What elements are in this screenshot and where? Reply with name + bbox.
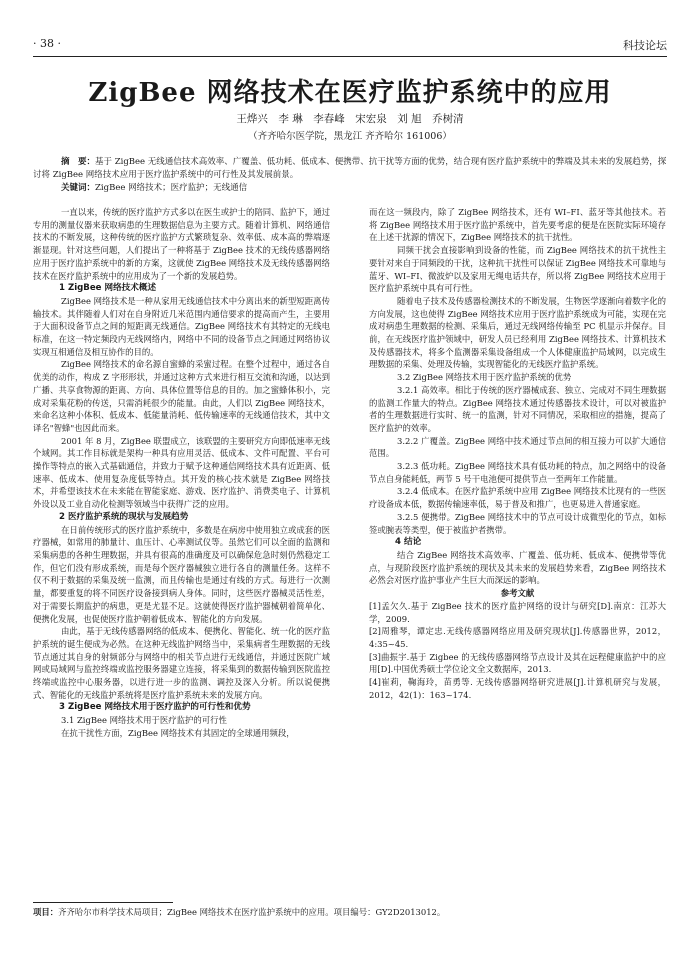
footnote-rule <box>33 902 173 903</box>
paragraph: ZigBee 网络技术的命名源自蜜蜂的采蜜过程。在整个过程中，通过各自优美的动作，构成 Z 字形形状，并通过这种方式来进行相互交流和沟通，以达到广播、共享食物源的距离、方向、具体位置等信息的目的。加之蜜蜂体积小，完成对采集花粉的传送，只需消耗很少的能量。由此，人们以 ZigBee 网络技术，来命名这种小体积、低成本、低能量消耗、低传输速率的无线通信技术，其中文译名"智蜂"也因此而来。 <box>33 359 330 433</box>
keywords <box>33 182 667 195</box>
author-list: 王烨兴 李 琳 李春峰 宋宏泉 刘 旭 乔树清 <box>236 113 464 125</box>
paragraph: ZigBee 网络技术是一种从家用无线通信技术中分离出来的新型短距离传输技术。其伴随着人们对在自身附近几米范围内通信要求的提高而产生，主要用于大面积设备节点之间的短距离无线通信。ZigBee 网络技术有其特定的无线电标准，在这一特定频段内无线网络内，网络中不同的设备节点之间通过网络协议实现互相通信及相互协作的目的。 <box>33 295 330 357</box>
section-heading: 4 结论 <box>395 537 422 548</box>
abstract-label: 摘 要： <box>61 157 96 167</box>
paragraph: 3.2.2 广覆盖。ZigBee 网络中技术通过节点间的相互接力可以扩大通信范围。 <box>369 435 666 459</box>
subsection-heading: 3.1 ZigBee 网络技术用于医疗监护的可行性 <box>61 715 227 726</box>
paragraph: 3.2.1 高效率。相比于传统的医疗器械成套、独立、完成对不同生理数据的监测工作量大的特点。ZigBee 网络技术通过传感器技术设计，可以对被监护者的生理数据进行实时、统一的监测，针对不同情况，采取相应的措施，提高了医疗监护的效率。 <box>369 384 666 433</box>
paragraph: 而在这一频段内，除了 ZigBee 网络技术，还有 WI–FI、蓝牙等其他技术。若将 ZigBee 网络技术用于医疗监护系统中，首先要考虑的便是在医院实际环境存在上述干扰源的情况下，ZigBee 网络技术的抗干扰性。 <box>369 207 666 243</box>
paragraph: 在日前传统形式的医疗监护系统中，多数是在病房中使用独立或成套的医疗器械，如常用的肺量计、血压计、心率测试仪等。虽然它们可以全面的监测和采集病患的各种生理数据，并具有很高的准确度及可以确保危急时刻仍然稳定工作，但它们没有形成系统，而是每个医疗器械独立进行各自的测量任务。这样不仅不利于数据的采集及统一监测，而且传输也是通过有线的方式。每进行一次测量，都要重复的将不同医疗设备接到病人身体。同时，这些医疗器械灵活性差，对于需要长期监护的病患，更是尤显不足。这就使得医疗监护器械朝着简单化、便携化发展，也促使医疗监护朝着低成本、智能化的方向发展。 <box>33 524 330 624</box>
journal-section: 科技论坛 <box>623 39 667 52</box>
keywords-label: 关键词： <box>61 183 96 193</box>
subsection-heading: 3.2 ZigBee 网络技术用于医疗监护系统的优势 <box>397 372 572 383</box>
paragraph: 3.2.4 低成本。在医疗监护系统中应用 ZigBee 网络技术比现有的一些医疗设备成本低，数据传输速率低，易于普及和推广，也更易进入普通家庭。 <box>369 486 666 510</box>
abstract-text: 基于 ZigBee 无线通信技术高效率、广覆盖、低功耗、低成本、便携带、抗干扰等方面的优势，结合现有医疗监护系统中的弊端及其未来的发展趋势，探讨将 ZigBee 网络技术应用于医疗监护系统中的可行性及其发展前景。 <box>33 157 667 180</box>
paper-title: ZigBee 网络技术在医疗监护系统中的应用 <box>88 78 612 108</box>
abstract-block <box>33 156 667 195</box>
paragraph: 在抗干扰性方面，ZigBee 网络技术有其固定的全球通用频段， <box>61 727 295 738</box>
reference-item: [1]孟欠久.基于 ZigBee 技术的医疗监护网络的设计与研究[D].南京：江苏大学，2009. <box>369 600 666 624</box>
paragraph: 3.2.5 便携带。ZigBee 网络技术中的节点可设计成微型化的节点，如标签或腕表等类型，便于被监护者携带。 <box>369 511 666 535</box>
page-header <box>33 37 667 53</box>
right-column <box>369 206 666 701</box>
footnote <box>33 906 667 918</box>
section-heading: 1 ZigBee 网络技术概述 <box>59 283 157 294</box>
reference-item: [4]崔莉，鞠海玲，苗勇等. 无线传感器网络研究进展[J].计算机研究与发展，2012，42(1)：163~174. <box>369 677 666 700</box>
header-rule <box>33 56 667 57</box>
reference-item: [2]周雅琴，谭定忠.无线传感器网络应用及研究现状[J].传感器世界，2012，4:35~45. <box>369 626 666 649</box>
section-heading: 3 ZigBee 网络技术用于医疗监护的可行性和优势 <box>59 702 251 713</box>
footnote-label: 项目： <box>33 907 59 917</box>
reference-item: [3]曲振宇.基于 Zigbee 的无线传感器网络节点设计及其在远程健康监护中的应用[D].中国优秀硕士学位论文全文数据库，2013. <box>369 651 666 675</box>
page-number: · 38 · <box>33 37 61 50</box>
paragraph: 由此，基于无线传感器网络的低成本、便携化、智能化、统一化的医疗监护系统的诞生便成为必然。在这种无线监护网络当中，采集病者生理数据的无线节点通过其自身的射频部分与网络中的相关节点进行无线通信，并通过医院广域网或局域网与监控终端或监控服务器建立连接，将采集到的数据传输到医院监控终端或监控中心服务器，以进行进一步的监测、调控及深入分析。所以说便携式、智能化的无线监护系统将是医疗监护系统未来的发展方向。 <box>33 626 330 700</box>
footnote-text: 齐齐哈尔市科学技术局项目；ZigBee 网络技术在医疗监护系统中的应用。项目编号：GY2D2013012。 <box>58 907 446 917</box>
references-heading: 参考文献 <box>500 588 535 599</box>
paragraph: 同频干扰会直接影响到设备的性能，而 ZigBee 网络技术的抗干扰性主要针对来自于同频段的干扰，这种抗干扰性可以保证 ZigBee 网络技术可靠地与蓝牙、WI–FI、微波炉以及家用无绳电话共存，所以将 ZigBee 网络技术应用于医疗监护系统中具有可行性。 <box>369 245 666 294</box>
abstract <box>33 156 667 182</box>
paragraph: 一直以来，传统的医疗监护方式多以在医生或护士的陪同、监护下，通过专用的测量仪器来获取病患的生理数据信息为主要方式。随着计算机、网络通信技术的不断发展，这种传统的医疗监护方式繁琐复杂、效率低、成本高的弊端逐渐显现。针对这些问题，人们提出了一种将基于 ZigBee 技术的无线传感器网络应用于医疗监护系统中的新的方案，这就使 ZigBee 网络技术及无线传感器网络技术在医疗监护系统中的应用成为了一个新的发展趋势。 <box>33 207 330 281</box>
affiliation: （齐齐哈尔医学院，黑龙江 齐齐哈尔 161006） <box>248 131 452 142</box>
keywords-text: ZigBee 网络技术；医疗监护；无线通信 <box>95 183 248 193</box>
paragraph: 3.2.3 低功耗。ZigBee 网络技术具有低功耗的特点，加之网络中的设备节点自身能耗低，两节 5 号干电池便可提供节点一至两年工作能量。 <box>369 461 666 484</box>
paragraph: 随着电子技术及传感器检测技术的不断发展，生物医学逐渐向着数字化的方向发展，这也使得 ZigBee 网络技术应用于医疗监护系统成为可能，实现在完成对病患生理数据的检测、采集后，通过无线网络传输至 PC 机显示并保存。目前，在无线医疗监护领域中，研发人员已经利用 ZigBee 网络技术、计算机技术及传感器技术，将多个监测器采集设备组成一个人体健康监护局域网，以完成生理数据的采集、处理及传输，实现智能化的无线医疗监护系统。 <box>369 295 666 370</box>
left-column <box>33 206 330 740</box>
section-heading: 2 医疗监护系统的现状与发展趋势 <box>59 511 189 522</box>
paragraph: 2001 年 8 月，ZigBee 联盟成立，该联盟的主要研究方向即低速率无线个域网。其工作目标就是架构一种具有应用灵活、低成本、文件可配置、平台可操作等特点的嵌入式基础通信，并致力于赋予这种通信网络技术具有近距离、低速率、低成本、使用复杂度低等特点。其开发的核心技术就是 ZigBee 网络技术，并希望该技术在未来能在智能家庭、游戏、医疗监护、消费类电子、计算机外设以及工业自动化检测等领域当中获得广泛的应用。 <box>33 435 330 510</box>
paragraph: 结合 ZigBee 网络技术高效率、广覆盖、低功耗、低成本、便携带等优点，与现阶段医疗监护系统的现状及其未来的发展趋势来看，ZigBee 网络技术必然会对医疗监护事业产生巨大而深远的影响。 <box>369 549 666 586</box>
